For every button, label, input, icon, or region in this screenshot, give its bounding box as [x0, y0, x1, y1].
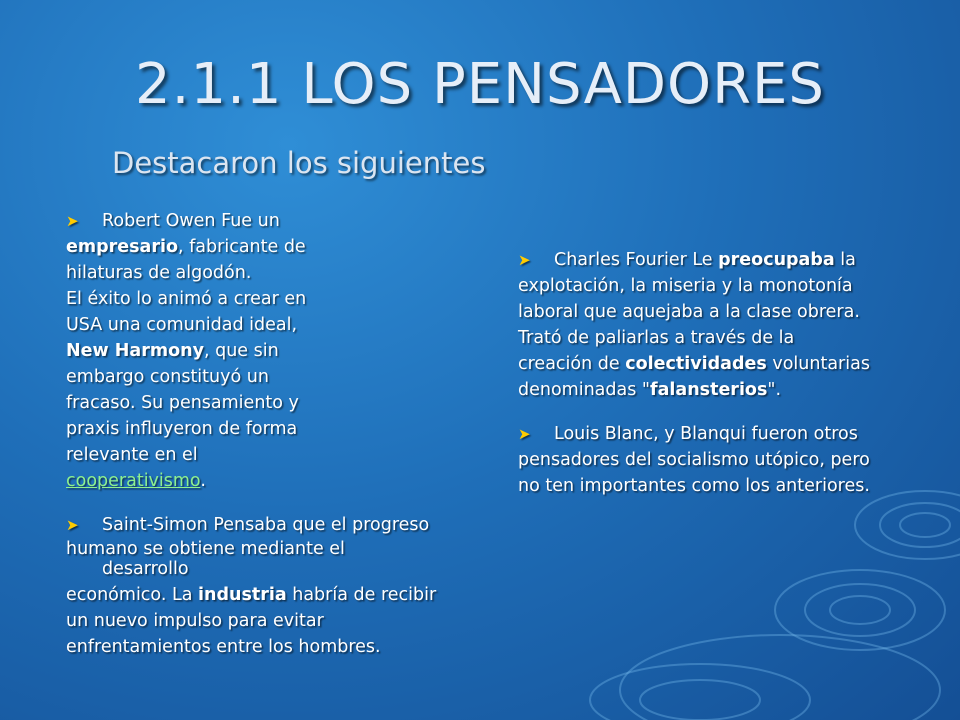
- simon-paragraph: ➤ Saint-Simon Pensaba que el progreso: [66, 512, 476, 538]
- slide-subtitle: Destacaron los siguientes: [112, 146, 486, 180]
- cooperativismo-link[interactable]: cooperativismo: [66, 471, 201, 491]
- slide-title: 2.1.1 LOS PENSADORES: [135, 52, 825, 117]
- owen-paragraph: ➤ Robert Owen Fue un: [66, 208, 476, 234]
- fourier-paragraph: ➤ Charles Fourier Le preocupaba la: [518, 247, 928, 273]
- arrow-bullet-icon: ➤: [66, 212, 79, 230]
- left-column: ➤ Robert Owen Fue un empresario, fabricante de hilaturas de algodón. El éxito lo animó a crear en USA una comunidad ideal, New Harmony, que sin embargo constituyó un fracaso. Su pensamiento y praxis influyeron de forma relevante en el cooperativismo. ➤ Saint-Simon Pensaba que el progreso humano se obtiene mediante el desarrollo económico. La industria habría de recibir un nuevo impulso para evitar enfrentamientos entre los hombres.: [66, 208, 476, 660]
- blanc-paragraph: ➤ Louis Blanc, y Blanqui fueron otros: [518, 421, 928, 447]
- right-column: ➤ Charles Fourier Le preocupaba la explotación, la miseria y la monotonía laboral que aquejaba a la clase obrera. Trató de paliarlas a través de la creación de colectividades voluntarias denominadas "falansterios". ➤ Louis Blanc, y Blanqui fueron otros pensadores del socialismo utópico, pero no ten importantes como los anteriores.: [518, 247, 928, 499]
- arrow-bullet-icon: ➤: [518, 251, 531, 269]
- arrow-bullet-icon: ➤: [518, 425, 531, 443]
- arrow-bullet-icon: ➤: [66, 516, 79, 534]
